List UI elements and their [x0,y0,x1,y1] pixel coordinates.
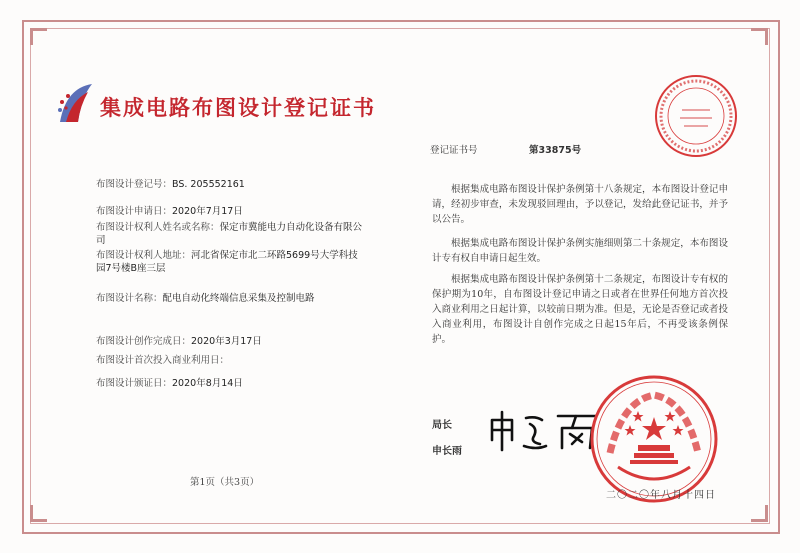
issue-date: 二〇二〇年八月十四日 [606,490,716,501]
field-application-date: 布图设计申请日：2020年7月17日 [96,206,243,217]
page-number: 第1页（共3页） [190,477,260,488]
signatory-role: 局长 [432,420,452,431]
corner-ornament [30,28,47,45]
corner-ornament [30,505,47,522]
handwritten-signature [486,406,604,454]
certificate-number-value: 第33875号 [529,145,582,156]
field-registration-number: 布图设计登记号：BS. 205552161 [96,179,245,190]
field-owner-address: 布图设计权利人地址：河北省保定市北二环路5699号大学科技园7号楼B座三层 [96,250,358,274]
legal-paragraph: 根据集成电路布图设计保护条例第十八条规定，本布图设计登记申请，经初步审查，未发现驳回理由，予以登记，发给此登记证书，并予以公告。 [432,184,728,225]
certificate-number-row [430,142,581,156]
signatory-name: 申长雨 [432,446,462,457]
certificate-title: 集成电路布图设计登记证书 [100,96,376,120]
registration-stamp [646,66,746,166]
field-owner-name: 布图设计权利人姓名或名称：保定市冀能电力自动化设备有限公司 [96,222,363,246]
corner-ornament [751,28,768,45]
cnipa-logo-icon [52,78,102,128]
certificate-number-label: 登记证书号 [430,145,478,156]
legal-paragraph: 根据集成电路布图设计保护条例实施细则第二十条规定，本布图设计专有权自申请日起生效。 [432,238,728,264]
field-first-commercial-use: 布图设计首次投入商业利用日： [96,355,230,366]
field-design-name: 布图设计名称：配电自动化终端信息采集及控制电路 [96,293,315,304]
corner-ornament [751,505,768,522]
field-creation-date: 布图设计创作完成日：2020年3月17日 [96,336,262,347]
legal-paragraph: 根据集成电路布图设计保护条例第十二条规定，布图设计专有权的保护期为10年，自布图设计登记申请之日或者在世界任何地方首次投入商业利用之日起计算，以较前日期为准。但是，无论是否登记或者投入商业利用，布图设计自创作完成之日起15年后，不再受该条例保护。 [432,274,728,345]
field-issue-date: 布图设计颁证日：2020年8月14日 [96,378,243,389]
